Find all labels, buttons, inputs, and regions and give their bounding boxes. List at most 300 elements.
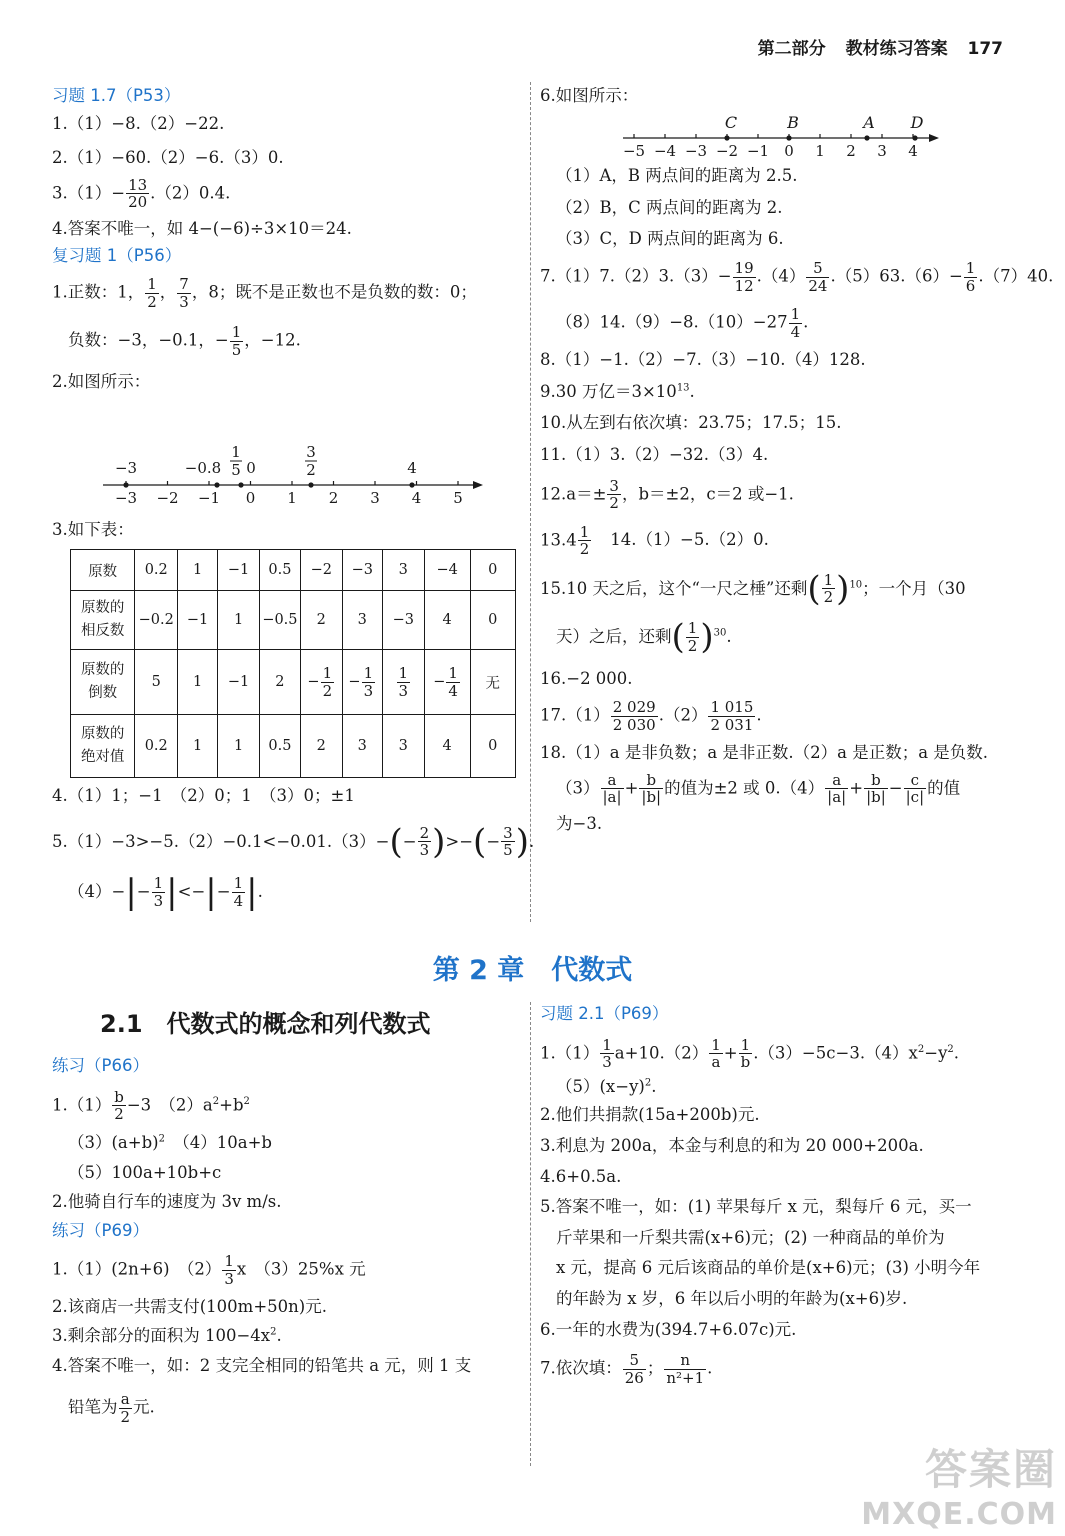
numerator: 5 (623, 1352, 646, 1370)
tick-label: 4 (908, 142, 918, 160)
right-column-chapter2 (540, 1004, 1015, 1386)
answer-line: 4.6+0.5a. (540, 1166, 622, 1186)
table-cell: −1 (178, 591, 218, 650)
denominator: 3 (419, 841, 430, 860)
denominator: 3 (153, 891, 164, 910)
denominator: 5 (503, 841, 513, 860)
table-cell: 2 (260, 650, 301, 715)
denominator: |b| (866, 788, 886, 807)
text: 14.（1）−5.（2）0. (610, 530, 769, 549)
tick-label: 0 (784, 142, 794, 160)
text: 3.剩余部分的面积为 100−4x (52, 1325, 271, 1345)
section-title: 2.1 代数式的概念和列代数式 (100, 1010, 431, 1038)
table-cell: −2 (300, 550, 342, 591)
text: >− (445, 831, 474, 851)
denominator: 20 (128, 193, 148, 212)
text: 1.（1） (52, 1095, 112, 1115)
text: ；一个月（30 (862, 578, 966, 598)
text: （3） (556, 778, 600, 798)
table-cell: −3 (382, 591, 424, 650)
numerator: 1 (153, 874, 164, 893)
row-header-cell: 原数 (71, 550, 135, 591)
chapter-title: 第 2 章 代数式 (432, 955, 633, 986)
text: ，b＝±2，c＝2 或−1. (621, 484, 794, 503)
fraction (806, 260, 829, 294)
answer-line: 3.如下表： (52, 520, 134, 539)
numerator: n (664, 1352, 706, 1370)
numerator: 1 (233, 874, 244, 893)
answer-line: 6.如图所示： (540, 86, 639, 105)
answer-line (540, 699, 1015, 733)
answer-line: 为−3. (556, 813, 603, 833)
table-cell: 0.5 (260, 550, 301, 591)
text: .（5）63.（6）− (830, 266, 963, 286)
text: . (689, 381, 695, 401)
table-cell: −1 (218, 650, 260, 715)
text: 1.（1） (540, 1043, 600, 1063)
text: 的值 (927, 778, 961, 798)
numerator: b (114, 1087, 124, 1106)
text: . (528, 831, 535, 851)
answer-line (540, 478, 1015, 512)
section-heading: 练习（P66） (52, 1056, 149, 1075)
table-cell: 1 (178, 550, 218, 591)
numerator: 1 (687, 619, 698, 638)
fraction (578, 524, 592, 558)
numerator: 5 (806, 260, 829, 278)
text: 3.（1）− (52, 183, 126, 203)
text: 17.（1） (540, 705, 610, 725)
text: 7.（1）7.（2）3.（3）− (540, 266, 732, 286)
column-divider (530, 82, 531, 922)
text: . (257, 881, 263, 901)
table-cell: 3 (382, 715, 424, 778)
left-column-mid (52, 520, 522, 541)
denominator: 2 030 (612, 715, 656, 734)
numerator: b (639, 772, 663, 790)
right-column-q6 (540, 166, 1031, 250)
fraction (739, 1037, 753, 1071)
exponent: 13 (676, 382, 690, 394)
left-column-bottom (52, 786, 535, 914)
answer-line: 斤苹果和一斤梨共需(x+6)元；(2) 一种商品的单价为 (556, 1227, 945, 1247)
table-cell: 3 (382, 550, 424, 591)
table-cell: − $\frac{1}{2}$ (300, 650, 342, 715)
answer-line: 5.（1）−3>−5.（2）−0.1<−0.01.（3）−(− $\frac{2}{3}$ )>−(− $\frac{3}{5}$ ). (52, 821, 535, 862)
answer-line: 2.他骑自行车的速度为 3v m/s. (52, 1191, 282, 1211)
numerator: 7 (179, 275, 189, 294)
fraction (600, 1037, 614, 1071)
numerator: 1 015 (710, 698, 754, 717)
point (238, 482, 243, 487)
answer-line: 4.答案不唯一，如：2 支完全相同的铅笔共 a 元，则 1 支 (52, 1356, 472, 1376)
answer-line: （2）B，C 两点间的距离为 2. (556, 197, 783, 217)
table-cell: 0.2 (135, 715, 178, 778)
fraction (686, 620, 700, 654)
arrow-icon (473, 481, 483, 489)
numerator: 2 (419, 823, 430, 842)
denominator: 5 (231, 340, 242, 359)
tick-label: 5 (453, 489, 463, 507)
answer-line: 2.该商店一共需支付(100m+50n)元. (52, 1297, 327, 1317)
text: 1.正数：1， (52, 282, 145, 302)
header-title: 教材练习答案 (845, 39, 948, 59)
fraction (709, 1037, 723, 1071)
answer-line: 15.10 天之后，这个“一尺之棰”还剩( $\frac{1}{2}$ )$^{10}$；一个月（30 (540, 568, 966, 609)
text: +b (219, 1095, 244, 1115)
denominator: 24 (808, 276, 828, 295)
fraction (864, 772, 888, 806)
numerator: 1 (231, 323, 242, 342)
answer-line: 7.依次填： $\frac{5}{26}$ ； $\frac{n}{\text{n²+1}}$ . (540, 1351, 713, 1387)
fraction (601, 772, 624, 806)
table-cell: 1 (178, 650, 218, 715)
row-header-cell: 原数的 相反数 (71, 591, 135, 650)
point-label: −0.8 (184, 459, 222, 477)
denominator: 2 (823, 588, 834, 607)
fraction (639, 772, 663, 806)
fraction (145, 276, 159, 310)
text: . (726, 626, 732, 646)
text: . (707, 1358, 713, 1378)
table-cell: 0.2 (135, 550, 178, 591)
denominator: 26 (624, 1368, 644, 1387)
text: （8）14.（9）−8.（10）−27 (556, 312, 788, 332)
point (786, 135, 791, 140)
answer-line: 10.从左到右依次填：23.75；17.5；15. (540, 413, 842, 433)
answer-line: 4.（1）1；−1 （2）0；1 （3）0；±1 (52, 786, 355, 805)
page-number: 177 (967, 39, 1003, 59)
exponent: 10 (849, 578, 863, 590)
answer-line (540, 382, 1015, 403)
tick-label: 1 (815, 142, 825, 160)
fraction (664, 1352, 706, 1386)
table-cell: 1 (178, 715, 218, 778)
fraction-denominator: 5 (231, 461, 241, 479)
numerator: 1 (579, 522, 590, 541)
text: 9.30 万亿＝3×10 (540, 381, 677, 401)
number-line-2 (615, 108, 950, 166)
page-header (744, 34, 1003, 59)
fraction (822, 572, 836, 606)
point-label: A (863, 113, 875, 132)
text: . (651, 1076, 657, 1096)
table-cell: 0 (470, 715, 516, 778)
text: .（7）40. (978, 266, 1054, 286)
answer-line: （3）C，D 两点间的距离为 6. (556, 229, 784, 249)
answer-line: 1.（1） $\frac{b}{2}$ −3 $(2)a^2+b^2$ (52, 1087, 250, 1124)
answer-line: $(3)(a+b)^2$ （4）10a+b (68, 1132, 272, 1152)
fraction (112, 1089, 126, 1123)
text: −y (924, 1043, 948, 1063)
answer-line: 天）之后，还剩( $\frac{1}{2}$ )$^{30}$. (556, 617, 732, 657)
fraction (611, 699, 658, 733)
numerator: 1 (602, 1035, 612, 1054)
table-cell: −1 (218, 550, 260, 591)
table-cell: 2 (300, 715, 342, 778)
fraction (708, 699, 755, 733)
left-column-chapter2 (52, 1056, 522, 1425)
numerator: a (825, 772, 848, 790)
table-cell: 2 (300, 591, 342, 650)
watermark-url: MXQE.COM (861, 1497, 1057, 1532)
point-label: D (910, 113, 924, 132)
denominator: |c| (905, 788, 925, 807)
fraction (904, 772, 927, 806)
text: ，−12. (244, 330, 301, 350)
arrow-icon (929, 134, 939, 142)
answer-line: 1.正数：1， $\frac{1}{2}$ ， $\frac{7}{3}$ ，8；既不是正数也不是负数的数：0； (52, 275, 477, 311)
answer-line: （5）100a+10b+c (68, 1163, 222, 1183)
text: . (276, 1325, 282, 1345)
fraction-numerator: 3 (306, 443, 316, 461)
text: 的值为±2 或 0.（4） (664, 778, 825, 798)
text: ，8；既不是正数也不是负数的数：0； (191, 282, 477, 302)
denominator: 6 (965, 276, 976, 295)
numerator: 19 (734, 259, 754, 277)
answer-line: 6.一年的水费为(394.7+6.07c)元. (540, 1319, 797, 1339)
fraction (119, 1391, 133, 1425)
answer-line: 4.答案不唯一，如 4−(−6)÷3×10＝24. (52, 218, 352, 238)
denominator: |a| (602, 788, 622, 807)
tick-label: −5 (622, 142, 646, 160)
numerator: 1 (823, 570, 834, 589)
answer-line: x 元，提高 6 元后该商品的单价是(x+6)元；(3) 小明今年 (556, 1258, 981, 1278)
tick-label: 1 (287, 489, 297, 507)
answer-line: 11.（1）3.（2）−32.（3）4. (540, 444, 769, 464)
answer-line (540, 306, 1015, 340)
tick-label: 0 (245, 489, 256, 507)
row-header-cell: 原数的 倒数 (71, 650, 135, 715)
answer-line: 1.（1） $\frac{1}{3}$ a+10.（2） $\frac{1}{a}$ + $\frac{1}{b}$ $.(3)-5c-3.(4)x^2-y^2$. (540, 1035, 960, 1072)
denominator: 2 (609, 494, 619, 512)
fraction (501, 825, 515, 859)
denominator: 2 (579, 540, 590, 558)
text: 铅笔为 (68, 1397, 118, 1417)
fraction (177, 276, 191, 310)
denominator: a (711, 1053, 721, 1072)
text: 元. (133, 1397, 155, 1417)
table-cell: 无 (470, 650, 516, 715)
text: <− (177, 881, 206, 901)
table-cell: − $\frac{1}{3}$ (342, 650, 382, 715)
text: . (756, 705, 762, 725)
table-cell: 1 (218, 591, 260, 650)
fraction (126, 177, 149, 211)
fraction (152, 875, 166, 909)
numerator: 13 (128, 175, 148, 194)
numerator: 2 029 (612, 698, 656, 717)
tick-label: −4 (653, 142, 677, 160)
table-cell: 3 (342, 591, 382, 650)
row-header-cell: 原数的 绝对值 (71, 715, 135, 778)
answer-line: 的年龄为 x 岁，6 年以后小明的年龄为(x+6)岁. (556, 1289, 908, 1308)
fraction (232, 875, 246, 909)
numerator: 1 (147, 275, 157, 294)
text: 1.（1）(2n+6) （2） (52, 1259, 222, 1279)
exponent: 30 (713, 627, 727, 639)
numerator: 1 (711, 1035, 721, 1054)
text: 5.（1）−3>−5.（2）−0.1<−0.01.（3）− (52, 831, 390, 851)
point-label: C (724, 113, 738, 132)
answer-line: 5.答案不唯一，如：(1) 苹果每斤 x 元，梨每斤 6 元，买一 (540, 1197, 972, 1217)
answer-line: 3.剩余部分的面积为 $100-4x^2$. (52, 1325, 282, 1345)
text: .（2） (658, 705, 708, 725)
section-heading: 复习题 1（P56） (52, 245, 182, 265)
fraction (418, 825, 432, 859)
text: a+10.（2） (614, 1043, 709, 1063)
answer-line (52, 1391, 522, 1425)
answer-line (52, 177, 522, 211)
denominator: 12 (734, 276, 754, 295)
numerator: c (904, 772, 927, 790)
table-cell: − $\frac{1}{4}$ (424, 650, 470, 715)
tick-label: 3 (370, 489, 380, 507)
point (214, 482, 219, 487)
table-cell: −0.2 (135, 591, 178, 650)
denominator: 2 (120, 1407, 131, 1426)
fraction (789, 306, 803, 340)
table-cell: 1 (218, 715, 260, 778)
tick-label: −3 (114, 489, 138, 507)
fraction (733, 260, 756, 294)
tick-label: −2 (156, 489, 179, 507)
text: （4）− (68, 881, 126, 901)
column-divider (530, 1002, 531, 1466)
fraction-denominator: 2 (306, 461, 316, 479)
denominator: 4 (790, 322, 801, 341)
answer-table (70, 549, 516, 778)
fraction-numerator: 1 (231, 443, 241, 461)
text: （3）(a+b) (68, 1132, 159, 1152)
right-column-mid (540, 259, 1054, 834)
table-cell: 5 (135, 650, 178, 715)
fraction (825, 772, 848, 806)
table-cell: 3 (342, 715, 382, 778)
tick-label: 4 (411, 489, 422, 507)
numerator: 1 (790, 305, 801, 323)
text: 7.依次填： (540, 1358, 622, 1378)
fraction (607, 478, 621, 512)
watermark-logo-text: 答案圈 (924, 1445, 1057, 1494)
text: （4）10a+b (164, 1132, 272, 1152)
point (864, 135, 869, 140)
table-row (71, 550, 516, 591)
point-label: 4 (407, 459, 417, 477)
text: .（4） (756, 266, 806, 286)
tick-label: 3 (877, 142, 887, 160)
tick-label: 2 (846, 142, 856, 160)
table-cell: 0 (470, 550, 516, 591)
table-cell: 4 (424, 591, 470, 650)
denominator: b (740, 1053, 751, 1072)
answer-line: （4）−|− $\frac{1}{3}$ |<−|− $\frac{1}{4}$ |. (68, 872, 263, 913)
number-line-1 (95, 440, 495, 512)
table-cell: 0 (470, 591, 516, 650)
text: 12.a＝± (540, 484, 607, 503)
numerator: 1 (965, 259, 976, 277)
text: 15.10 天之后，这个“一尺之棰”还剩 (540, 578, 808, 598)
answer-line: 16.−2 000. (540, 668, 633, 688)
table-cell: $\frac{1}{3}$ (382, 650, 424, 715)
point-label: −3 (114, 459, 138, 477)
tick-label: −3 (684, 142, 708, 160)
text: x （3）25%x 元 (236, 1259, 366, 1279)
numerator: b (864, 772, 888, 790)
fraction (222, 1253, 236, 1287)
denominator: |a| (827, 788, 847, 807)
table-cell: 0.5 (260, 715, 301, 778)
numerator: 1 (224, 1252, 234, 1271)
fraction (623, 1352, 646, 1386)
answer-line: 8.（1）−1.（2）−7.（3）−10.（4）128. (540, 350, 866, 369)
denominator: 3 (179, 292, 189, 311)
numerator: 3 (609, 476, 619, 495)
text: .（2）0.4. (150, 183, 231, 203)
text: .（3）−5c−3.（4）x (753, 1043, 918, 1063)
point-label: B (787, 113, 799, 132)
tick-label: −2 (715, 142, 739, 160)
table-cell: −3 (342, 550, 382, 591)
watermark (861, 1437, 1057, 1532)
tick-label: 2 (328, 489, 339, 507)
answer-line: 2.他们共捐款(15a+200b)元. (540, 1105, 760, 1125)
text: 负数：−3，−0.1，− (68, 330, 229, 350)
table-row (71, 715, 516, 778)
section-heading: 习题 2.1（P69） (540, 1004, 669, 1023)
table-cell: −0.5 (260, 591, 301, 650)
section-heading: 练习（P69） (52, 1220, 149, 1240)
denominator: 3 (224, 1269, 234, 1288)
answer-line (540, 259, 1054, 295)
denominator: n²+1 (666, 1368, 705, 1387)
right-column (540, 86, 1015, 107)
numerator: 3 (503, 823, 513, 842)
answer-line: 18.（1）a 是非负数；a 是非正数.（2）a 是正数；a 是负数. (540, 743, 989, 763)
denominator: 2 031 (710, 715, 754, 734)
fraction (230, 324, 244, 358)
answer-line: （1）A，B 两点间的距离为 2.5. (556, 166, 798, 185)
point-label: 0 (246, 459, 256, 477)
answer-line: 2.（1）−60.（2）−6.（3）0. (52, 148, 284, 168)
point (308, 482, 313, 487)
text: −3 （2）a (126, 1095, 213, 1115)
denominator: 2 (114, 1105, 124, 1124)
tick-label: −1 (197, 489, 221, 507)
left-column (52, 86, 522, 393)
table-row (71, 591, 516, 650)
denominator: 3 (602, 1053, 612, 1072)
answer-line (52, 324, 522, 358)
section-heading: 习题 1.7（P53） (52, 86, 181, 105)
fraction (964, 260, 978, 294)
answer-line: 3.利息为 200a，本金与利息的和为 20 000+200a. (540, 1135, 924, 1155)
denominator: 2 (687, 636, 698, 655)
point (724, 135, 729, 140)
answer-line: 2.如图所示： (52, 372, 151, 392)
answer-line (52, 1253, 522, 1287)
text: 天）之后，还剩 (556, 626, 672, 646)
text: （5）(x−y) (556, 1076, 645, 1096)
point (409, 482, 414, 487)
text: 13.4 (540, 530, 577, 549)
tick-label: −1 (746, 142, 770, 160)
point (912, 135, 917, 140)
denominator: 2 (147, 292, 157, 311)
table-cell: 4 (424, 715, 470, 778)
point (123, 482, 128, 487)
text: . (803, 312, 809, 332)
